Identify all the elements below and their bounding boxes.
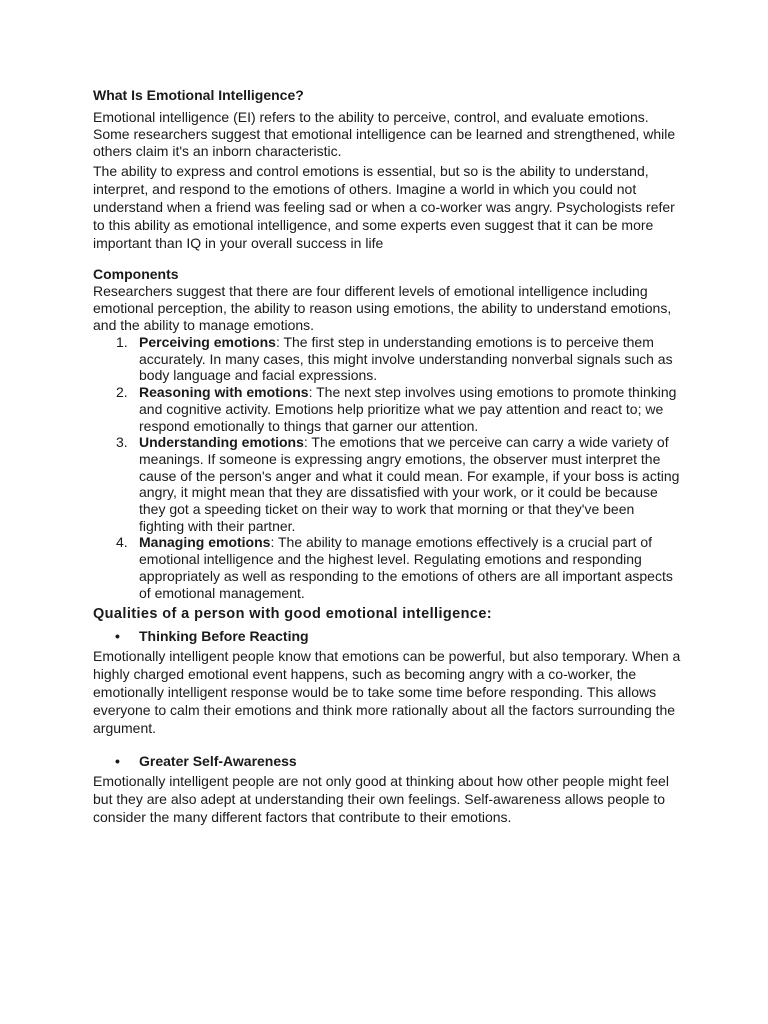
bullet-icon: • (115, 753, 120, 770)
list-term: Reasoning with emotions (139, 384, 309, 401)
bullet-icon: • (115, 628, 120, 645)
bullet-heading (93, 627, 683, 645)
components-heading: Components (93, 266, 179, 282)
list-text: : The next step involves using emotions to promote thinking and cognitive activity. Emotions help prioritize what we pay attention and react to; we respond emotionally to things that garner our attention. (139, 384, 677, 434)
components-list (93, 334, 683, 601)
document-title: What Is Emotional Intelligence? (93, 87, 304, 103)
list-number: 3. (116, 434, 128, 451)
document-page (93, 86, 683, 826)
intro-paragraph-2: The ability to express and control emotions is essential, but so is the ability to understand, interpret, and respond to the emotions of others. Imagine a world in which you could not understand when a friend was feeling sad or when a co-worker was angry. Psychologists refer to this ability as emotional intelligence, and some experts even suggest that it can be more important than IQ in your overall success in life (93, 163, 675, 251)
list-term: Understanding emotions (139, 434, 304, 451)
list-item (93, 384, 683, 434)
quality-paragraph: Emotionally intelligent people are not only good at thinking about how other people might feel but they are also adept at understanding their own feelings. Self-awareness allows people to consider the many different factors that contribute to their emotions. (93, 773, 669, 826)
list-number: 1. (116, 334, 128, 350)
list-number: 4. (116, 534, 128, 551)
bullet-heading (93, 752, 683, 770)
quality-paragraph: Emotionally intelligent people know that emotions can be powerful, but also temporary. When a highly charged emotional event happens, such as becoming angry with a co-worker, the emotionally intelligent response would be to take some time before responding. This allows everyone to calm their emotions and think more rationally about all the factors surrounding the argument. (93, 648, 681, 737)
list-term: Managing emotions (139, 534, 271, 551)
list-number: 2. (116, 384, 128, 401)
list-text: : The first step in understanding emotions is to perceive them accurately. In many cases, this might involve understanding nonverbal signals such as body language and facial expressions. (139, 334, 673, 384)
bullet-title: Greater Self-Awareness (139, 753, 297, 770)
list-term: Perceiving emotions (139, 334, 276, 350)
bullet-title: Thinking Before Reacting (139, 628, 309, 645)
list-item (93, 434, 683, 534)
intro-paragraph-1: Emotional intelligence (EI) refers to the ability to perceive, control, and evaluate emotions. Some researchers suggest that emotional intelligence can be learned and strengthened, while others claim it's an inborn characteristic. (93, 109, 676, 159)
list-item (93, 534, 683, 601)
list-item (93, 334, 683, 384)
list-text: : The emotions that we perceive can carry a wide variety of meanings. If someone is expressing angry emotions, the observer must interpret the cause of the person's anger and what it could mean. For example, if your boss is acting angry, it might mean that they are dissatisfied with your work, or it could be because they got a speeding ticket on their way to work that morning or that they've been fighting with their partner. (139, 434, 680, 534)
list-text: : The ability to manage emotions effectively is a crucial part of emotional intelligence and the highest level. Regulating emotions and responding appropriately as well as responding to the emotions of others are all important aspects of emotional management. (139, 534, 673, 601)
qualities-heading: Qualities of a person with good emotional intelligence: (93, 606, 493, 623)
components-intro: Researchers suggest that there are four different levels of emotional intelligence including emotional perception, the ability to reason using emotions, the ability to understand emotions, and the ability to manage emotions. (93, 283, 672, 333)
